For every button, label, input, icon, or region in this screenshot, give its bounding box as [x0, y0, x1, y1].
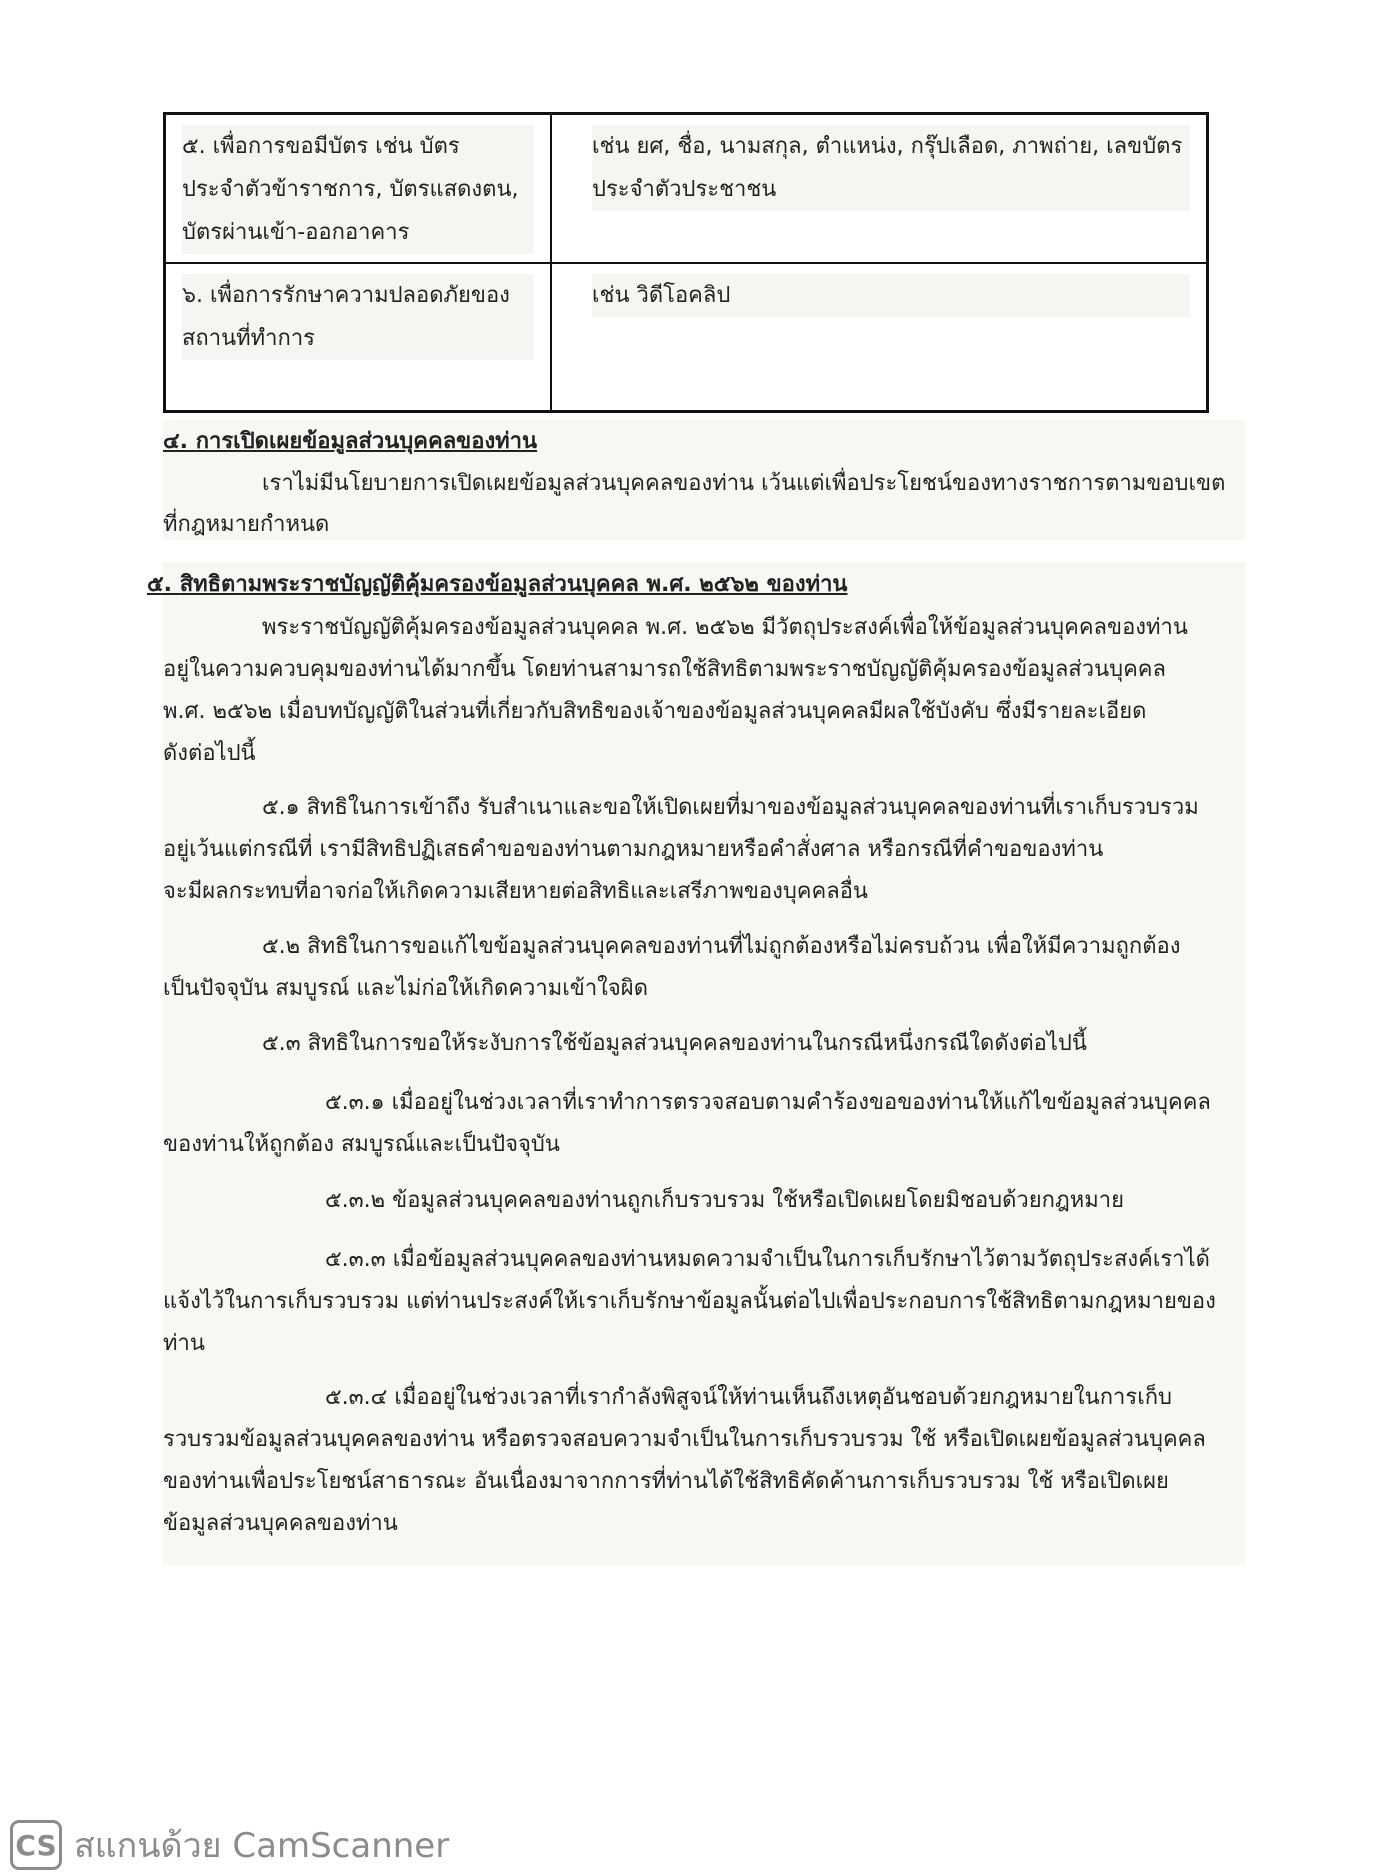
- cell-line: ประจำตัวประชาชน: [592, 168, 1190, 211]
- paragraph-line: เป็นปัจจุบัน สมบูรณ์ และไม่ก่อให้เกิดความเข้าใจผิด: [163, 976, 648, 1001]
- paragraph-line: รวบรวมข้อมูลส่วนบุคคลของท่าน หรือตรวจสอบความจำเป็นในการเก็บรวบรวม ใช้ หรือเปิดเผยข้อมูลส่วนบุคคล: [163, 1427, 1206, 1452]
- purpose-data-table: [163, 112, 1209, 413]
- paragraph-line: ๕.๓.๑ เมื่ออยู่ในช่วงเวลาที่เราทำการตรวจสอบตามคำร้องขอของท่านให้แก้ไขข้อมูลส่วนบุคคล: [325, 1090, 1211, 1115]
- cell-line: สถานที่ทำการ: [182, 317, 534, 360]
- paragraph-line: ๕.๓ สิทธิในการขอให้ระงับการใช้ข้อมูลส่วนบุคคลของท่านในกรณีหนึ่งกรณีใดดังต่อไปนี้: [262, 1031, 1087, 1056]
- cell-line: ประจำตัวข้าราชการ, บัตรแสดงตน,: [182, 168, 534, 211]
- paragraph-line: อยู่ในความควบคุมของท่านได้มากขึ้น โดยท่านสามารถใช้สิทธิตามพระราชบัญญัติคุ้มครองข้อมูลส่วนบุคคล: [163, 657, 1167, 682]
- table-row: [165, 114, 1208, 264]
- paragraph-line: ของท่านให้ถูกต้อง สมบูรณ์และเป็นปัจจุบัน: [163, 1132, 560, 1157]
- paragraph-line: อยู่เว้นแต่กรณีที่ เรามีสิทธิปฏิเสธคำขอของท่านตามกฎหมายหรือคำสั่งศาล หรือกรณีที่คำขอของท่าน: [163, 837, 1104, 862]
- purpose-cell: [165, 114, 552, 264]
- section-title: สิทธิตามพระราชบัญญัติคุ้มครองข้อมูลส่วนบุคคล พ.ศ. ๒๕๖๒ ของท่าน: [179, 572, 848, 597]
- paragraph-line: พ.ศ. ๒๕๖๒ เมื่อบทบัญญัติในส่วนที่เกี่ยวกับสิทธิของเจ้าของข้อมูลส่วนบุคคลมีผลใช้บังคับ ซึ่งมีรายละเอียด: [163, 699, 1147, 724]
- paragraph-line: ๕.๓.๓ เมื่อข้อมูลส่วนบุคคลของท่านหมดความจำเป็นในการเก็บรักษาไว้ตามวัตถุประสงค์เราได้: [325, 1247, 1210, 1272]
- paragraph-line: ๕.๑ สิทธิในการเข้าถึง รับสำเนาและขอให้เปิดเผยที่มาของข้อมูลส่วนบุคคลของท่านที่เราเก็บรวบรวม: [262, 795, 1199, 820]
- cell-line: บัตรผ่านเข้า-ออกอาคาร: [182, 211, 534, 254]
- section-number: ๔.: [163, 429, 189, 454]
- camscanner-logo-icon: CS: [10, 1820, 62, 1870]
- cell-line: ๖. เพื่อการรักษาความปลอดภัยของ: [182, 274, 534, 317]
- paragraph-line: ๕.๒ สิทธิในการขอแก้ไขข้อมูลส่วนบุคคลของท่านที่ไม่ถูกต้องหรือไม่ครบถ้วน เพื่อให้มีความถูกต้อง: [262, 934, 1181, 959]
- data-cell: [551, 263, 1208, 412]
- table-row: [165, 263, 1208, 412]
- purpose-cell: [165, 263, 552, 412]
- watermark-text: สแกนด้วย CamScanner: [74, 1826, 450, 1866]
- paragraph-line: จะมีผลกระทบที่อาจก่อให้เกิดความเสียหายต่อสิทธิและเสรีภาพของบุคคลอื่น: [163, 879, 868, 904]
- paragraph-line: ของท่านเพื่อประโยชน์สาธารณะ อันเนื่องมาจากการที่ท่านได้ใช้สิทธิคัดค้านการเก็บรวบรวม ใช้ หรือเปิดเผย: [163, 1469, 1169, 1494]
- paragraph-line: เราไม่มีนโยบายการเปิดเผยข้อมูลส่วนบุคคลของท่าน เว้นแต่เพื่อประโยชน์ของทางราชการตามขอบเขต: [262, 471, 1226, 496]
- paragraph-line: ๕.๓.๔ เมื่ออยู่ในช่วงเวลาที่เรากำลังพิสูจน์ให้ท่านเห็นถึงเหตุอันชอบด้วยกฎหมายในการเก็บ: [325, 1385, 1172, 1410]
- paragraph-line: ข้อมูลส่วนบุคคลของท่าน: [163, 1511, 398, 1536]
- section-4-heading: [163, 422, 537, 462]
- paragraph-line: ดังต่อไปนี้: [163, 741, 256, 766]
- section-5-heading: [147, 565, 847, 605]
- cell-line: เช่น ยศ, ชื่อ, นามสกุล, ตำแหน่ง, กรุ๊ปเลือด, ภาพถ่าย, เลขบัตร: [592, 125, 1190, 168]
- data-cell: [551, 114, 1208, 264]
- paragraph-line: พระราชบัญญัติคุ้มครองข้อมูลส่วนบุคคล พ.ศ. ๒๕๖๒ มีวัตถุประสงค์เพื่อให้ข้อมูลส่วนบุคคลของท่าน: [262, 615, 1188, 640]
- paragraph-line: ท่าน: [163, 1331, 205, 1356]
- section-title: การเปิดเผยข้อมูลส่วนบุคคลของท่าน: [195, 429, 538, 454]
- cell-line: เช่น วิดีโอคลิป: [592, 274, 1190, 317]
- paragraph-line: ๕.๓.๒ ข้อมูลส่วนบุคคลของท่านถูกเก็บรวบรวม ใช้หรือเปิดเผยโดยมิชอบด้วยกฎหมาย: [325, 1188, 1124, 1213]
- camscanner-watermark: [10, 1815, 449, 1875]
- paragraph-line: ที่กฎหมายกำหนด: [163, 512, 330, 537]
- section-number: ๕.: [147, 572, 173, 597]
- cell-line: ๕. เพื่อการขอมีบัตร เช่น บัตร: [182, 125, 534, 168]
- paragraph-line: แจ้งไว้ในการเก็บรวบรวม แต่ท่านประสงค์ให้เราเก็บรักษาข้อมูลนั้นต่อไปเพื่อประกอบการใช้สิทธิตามกฎหมายของ: [163, 1289, 1216, 1314]
